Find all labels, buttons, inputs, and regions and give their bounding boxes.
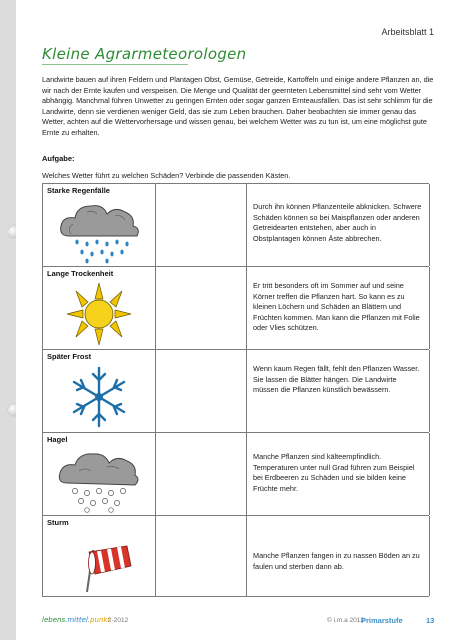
- task-instruction: Welches Wetter führt zu welchen Schäden? Verbinde die passenden Kästen.: [42, 171, 291, 180]
- weather-label: Hagel: [47, 435, 68, 444]
- matching-row: [42, 515, 429, 597]
- damage-box[interactable]: [246, 267, 430, 349]
- weather-label: Sturm: [47, 518, 69, 527]
- damage-text: Wenn kaum Regen fällt, fehlt den Pflanzen Wasser. Sie lassen die Blätter hängen. Die Landwirte müssen die Pflanzen künstlich bewässern.: [253, 364, 420, 395]
- title-underline: [42, 64, 188, 65]
- hail-cloud-icon: [57, 447, 141, 513]
- matching-row: [42, 266, 429, 349]
- weather-label: Später Frost: [47, 352, 92, 361]
- matching-row: [42, 349, 429, 432]
- issue-number: 2-2012: [108, 617, 129, 624]
- matching-table: [42, 183, 429, 597]
- damage-box[interactable]: [246, 433, 430, 515]
- rain-cloud-icon: [57, 198, 141, 264]
- weather-box-heavy-rain[interactable]: [42, 184, 156, 266]
- snowflake-icon: [57, 364, 141, 430]
- damage-box[interactable]: [246, 184, 430, 266]
- weather-box-late-frost[interactable]: [42, 350, 156, 432]
- intro-paragraph: Landwirte bauen auf ihren Feldern und Plantagen Obst, Gemüse, Getreide, Kartoffeln und einige andere Pflanzen an, die wir nach der Ernte kaufen und verspeisen. Die Menge und Qualität der geernteten Lebensmittel sind sehr vom Wetter abhängig. Manchmal führen Unwetter zu geringen Ernten oder sogar ganzen Ernteausfällen. Das ist sehr schlimm für die Landwirte, denn sie verdienen weniger Geld, das sie zum Leben brauchen. Daher beobachten sie immer genau das Wetter, achten auf die Wettervorhersage und wissen genau, bei welchem Wetter was zu tun ist, um eine möglichst gute Ernte zu erhalten.: [42, 75, 434, 137]
- damage-text: Er tritt besonders oft im Sommer auf und seine Körner treffen die Pflanzen hart. So kann es zu kleinen Löchern und Schäden an Blättern und Früchten kommen. Man kann die Pflanzen mit Folie oder Vlies schützen.: [253, 281, 420, 333]
- page-title: Kleine Agrarmeteorologen: [42, 45, 247, 63]
- weather-label: Starke Regenfälle: [47, 186, 110, 195]
- matching-row: [42, 183, 429, 266]
- weather-box-storm[interactable]: [42, 516, 156, 596]
- weather-box-drought[interactable]: [42, 267, 156, 349]
- damage-box[interactable]: [246, 516, 430, 596]
- school-level: Primarstufe: [361, 616, 403, 625]
- weather-box-hail[interactable]: [42, 433, 156, 515]
- damage-box[interactable]: [246, 350, 430, 432]
- windsock-icon: [57, 530, 141, 596]
- copyright: © i.m.a 2012: [327, 617, 364, 624]
- worksheet-page: [16, 0, 453, 640]
- matching-row: [42, 432, 429, 515]
- sheet-label: Arbeitsblatt 1: [381, 27, 434, 37]
- damage-text: Manche Pflanzen fangen in zu nassen Böden an zu faulen und sterben dann ab.: [253, 551, 420, 571]
- task-title: Aufgabe:: [42, 154, 75, 163]
- page-number: 13: [426, 616, 435, 625]
- damage-text: Durch ihn können Pflanzenteile abknicken. Schwere Schäden können so bei Maispflanzen oder anderen Getreidearten entstehen, aber auch in Obstplantagen können Äste abbrechen.: [253, 202, 422, 243]
- sun-icon: [57, 281, 141, 347]
- publisher-logo: lebens.mittel.punkt: [42, 616, 111, 624]
- damage-text: Manche Pflanzen sind kälteempfindlich. Temperaturen unter null Grad führen zum Beispiel bei Erdbeeren zu Schäden und sie bilden keine Früchte mehr.: [253, 452, 415, 493]
- weather-label: Lange Trockenheit: [47, 269, 114, 278]
- page-footer: [16, 602, 453, 632]
